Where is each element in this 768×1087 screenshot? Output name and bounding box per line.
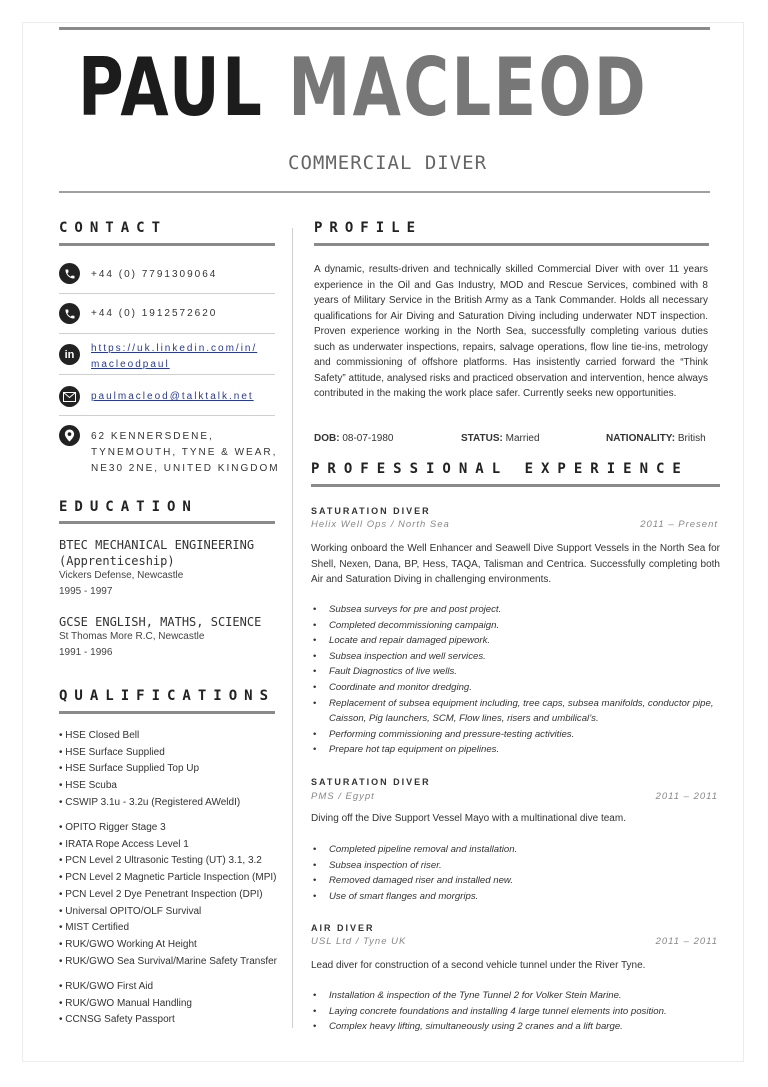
dob: [314, 433, 394, 444]
list-item: • Subsea inspection and well services.: [311, 649, 721, 665]
job-title: AIR DIVER: [311, 923, 375, 933]
education-title: (Apprenticeship): [59, 554, 175, 568]
qualification-item: • IRATA Rope Access Level 1: [59, 837, 277, 854]
nationality: [606, 433, 706, 444]
header-bottom-rule: [59, 191, 710, 193]
list-item: • Fault Diagnostics of live wells.: [311, 664, 721, 680]
list-item: • Complex heavy lifting, simultaneously using 2 cranes and a lift barge.: [311, 1019, 721, 1035]
last-name: MACLEOD: [288, 41, 649, 134]
phone2-text: +44 (0) 1912572620: [91, 308, 218, 319]
job-bullets: [311, 602, 721, 758]
job-description: Working onboard the Well Enhancer and Seawell Dive Support Vessels in the North Sea for Shell, Nexen, Dana, BP, Hess, TAQA, Talisman and Centrica. Successfully completing both Air and Saturation Diving in challenging environments.: [311, 543, 720, 585]
job-company: USL Ltd / Tyne UK: [311, 936, 407, 947]
full-name: [78, 41, 649, 134]
education-title: BTEC MECHANICAL ENGINEERING: [59, 538, 255, 552]
qualifications-heading: QUALIFICATIONS: [59, 688, 276, 704]
email-icon: [59, 386, 80, 407]
qualification-item: • MIST Certified: [59, 920, 277, 937]
job-bullets: [311, 988, 721, 1035]
qualifications-rule: [59, 711, 275, 714]
list-item: • Use of smart flanges and morgrips.: [311, 889, 721, 905]
qualification-item: • RUK/GWO Working At Height: [59, 937, 277, 954]
qualifications-list-2: [59, 820, 277, 970]
qualification-item: • CCNSG Safety Passport: [59, 1012, 192, 1029]
location-icon: [59, 425, 80, 446]
job-dates: 2011 – 2011: [655, 791, 718, 802]
contact-separator: [59, 374, 275, 375]
address-text: [91, 429, 280, 477]
list-item: • Coordinate and monitor dredging.: [311, 680, 721, 696]
profile-rule: [314, 243, 709, 246]
job-company: Helix Well Ops / North Sea: [311, 519, 450, 530]
qualification-item: • RUK/GWO First Aid: [59, 979, 192, 996]
nationality-value: British: [677, 433, 706, 444]
list-item: • Subsea inspection of riser.: [311, 858, 721, 874]
first-name: PAUL: [78, 41, 265, 134]
nationality-label: NATIONALITY:: [606, 433, 676, 444]
linkedin-link[interactable]: [91, 341, 257, 373]
job-bullets: [311, 842, 721, 904]
phone1-text: +44 (0) 7791309064: [91, 269, 218, 280]
job-description: Lead diver for construction of a second vehicle tunnel under the River Tyne.: [311, 960, 646, 971]
experience-heading: PROFESSIONAL EXPERIENCE: [311, 461, 689, 477]
profile-summary: A dynamic, results-driven and technically skilled Commercial Diver with over 11 years experience in the Oil and Gas Industry, MOD and Rescue Services, combined with 8 years of Military Service in the British Army as a Tank Commander. Holds all necessary qualifications for Air Diving and Saturation Diving including underwater NDT inspection. Proven experience working in the North Sea, successfully completing various duties such as underwater inspections, repairs, salvage operations, flow line tie-ins, metrology and commissioning of offshore platforms. Has insistently carried forward the “Think Safety” attitude, analysed risks and practiced observation and intervention, hence always contributed in the making the work place safer. Currently seeks new opportunities.: [314, 264, 708, 399]
qualification-item: • HSE Scuba: [59, 778, 240, 795]
list-item: • Laying concrete foundations and installing 4 large tunnel elements into position.: [311, 1004, 721, 1020]
list-item: • Prepare hot tap equipment on pipelines.: [311, 742, 721, 758]
address-line: 62 KENNERSDENE,: [91, 431, 214, 442]
address-line: TYNEMOUTH, TYNE & WEAR,: [91, 447, 278, 458]
education-years: 1995 - 1997: [59, 586, 113, 597]
list-item: • Completed decommissioning campaign.: [311, 618, 721, 634]
qualification-item: • HSE Surface Supplied Top Up: [59, 761, 240, 778]
job-dates: 2011 – Present: [640, 519, 718, 530]
contact-heading: CONTACT: [59, 220, 168, 236]
qualifications-list-1: [59, 728, 240, 812]
education-rule: [59, 521, 275, 524]
qualification-item: • CSWIP 3.1u - 3.2u (Registered AWeldI): [59, 795, 240, 812]
contact-separator: [59, 333, 275, 334]
qualification-item: • HSE Closed Bell: [59, 728, 240, 745]
education-school: St Thomas More R.C, Newcastle: [59, 631, 205, 642]
address-line: NE30 2NE, UNITED KINGDOM: [91, 463, 280, 474]
qualifications-list-3: [59, 979, 192, 1029]
job-title: SATURATION DIVER: [311, 506, 431, 516]
job-company: PMS / Egypt: [311, 791, 375, 802]
list-item: • Subsea surveys for pre and post project.: [311, 602, 721, 618]
education-years: 1991 - 1996: [59, 647, 113, 658]
status-label: STATUS:: [461, 433, 503, 444]
qualification-item: • PCN Level 2 Magnetic Particle Inspection (MPI): [59, 870, 277, 887]
contact-rule: [59, 243, 275, 246]
contact-separator: [59, 293, 275, 294]
education-title: GCSE ENGLISH, MATHS, SCIENCE: [59, 615, 262, 629]
qualification-item: • PCN Level 2 Dye Penetrant Inspection (DPI): [59, 887, 277, 904]
job-title: COMMERCIAL DIVER: [288, 152, 488, 174]
marital-status: [461, 433, 540, 444]
phone-icon: [59, 303, 80, 324]
qualification-item: • OPITO Rigger Stage 3: [59, 820, 277, 837]
dob-value: 08-07-1980: [342, 433, 394, 444]
linkedin-url-line1[interactable]: https://uk.linkedin.com/in/: [91, 343, 258, 354]
dob-label: DOB:: [314, 433, 340, 444]
email-link[interactable]: paulmacleod@talktalk.net: [91, 391, 254, 402]
profile-heading: PROFILE: [314, 220, 423, 236]
list-item: • Installation & inspection of the Tyne Tunnel 2 for Volker Stein Marine.: [311, 988, 721, 1004]
status-value: Married: [505, 433, 540, 444]
linkedin-icon: in: [59, 344, 80, 365]
qualification-item: • RUK/GWO Sea Survival/Marine Safety Transfer: [59, 954, 277, 971]
qualification-item: • Universal OPITO/OLF Survival: [59, 904, 277, 921]
qualification-item: • RUK/GWO Manual Handling: [59, 996, 192, 1013]
list-item: • Removed damaged riser and installed new.: [311, 873, 721, 889]
phone-icon: [59, 263, 80, 284]
list-item: • Performing commissioning and pressure-testing activities.: [311, 727, 721, 743]
column-divider: [292, 228, 293, 1028]
top-rule: [59, 27, 710, 30]
job-dates: 2011 – 2011: [655, 936, 718, 947]
education-school: Vickers Defense, Newcastle: [59, 570, 184, 581]
qualification-item: • PCN Level 2 Ultrasonic Testing (UT) 3.1, 3.2: [59, 853, 277, 870]
job-description: Diving off the Dive Support Vessel Mayo with a multinational dive team.: [311, 813, 626, 824]
experience-rule: [311, 484, 720, 487]
linkedin-url-line2[interactable]: macleodpaul: [91, 359, 170, 370]
list-item: • Replacement of subsea equipment including, tree caps, subsea manifolds, conductor pipe, Caisson, Pig launchers, SCM, Flow lines, risers and umbilical’s.: [311, 696, 721, 727]
qualification-item: • HSE Surface Supplied: [59, 745, 240, 762]
job-title: SATURATION DIVER: [311, 777, 431, 787]
education-heading: EDUCATION: [59, 499, 198, 515]
list-item: • Locate and repair damaged pipework.: [311, 633, 721, 649]
contact-separator: [59, 415, 275, 416]
list-item: • Completed pipeline removal and installation.: [311, 842, 721, 858]
